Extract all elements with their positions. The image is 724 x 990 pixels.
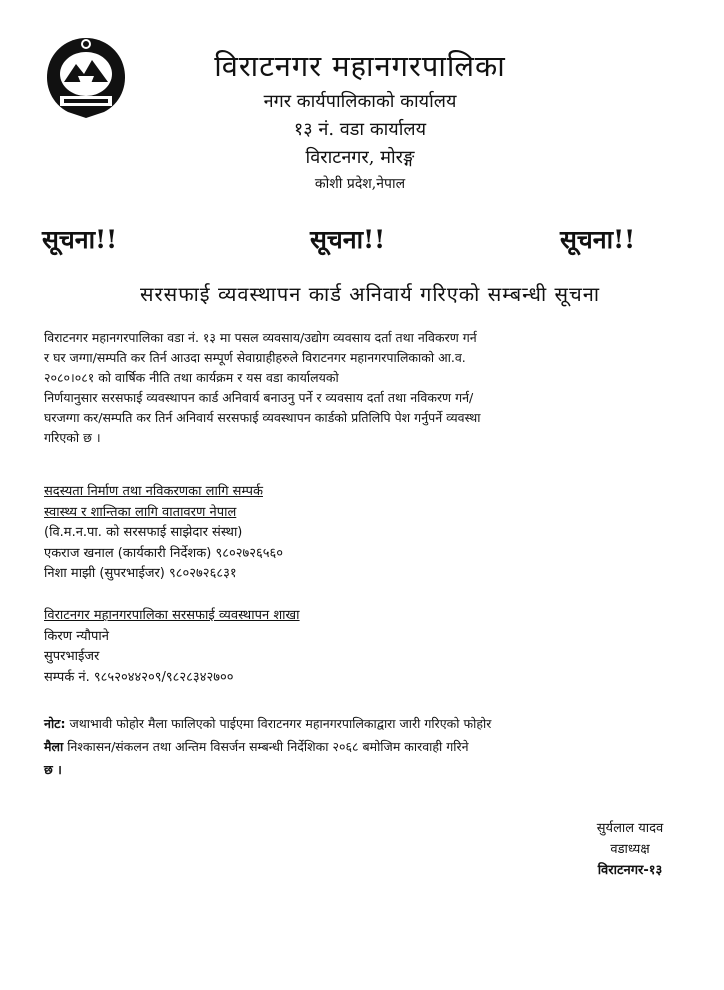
note-text: निश्कासन/संकलन तथा अन्तिम विसर्जन सम्बन्धी निर्देशिका २०६८ बमोजिम कारवाही गरिने xyxy=(67,739,469,754)
government-emblem-icon xyxy=(38,34,134,120)
note-line xyxy=(44,712,684,735)
note-line xyxy=(44,735,684,758)
section-contact-name: किरण न्यौपाने xyxy=(44,628,109,644)
contact-heading: सदस्यता निर्माण तथा नविकरणका लागि सम्पर्क xyxy=(44,484,263,499)
ward-office: १३ नं. वडा कार्यालय xyxy=(293,119,427,140)
notice-heading-left: सूचना!! xyxy=(42,225,118,254)
notice-row xyxy=(42,222,652,266)
note-bold-word: मैला xyxy=(44,739,64,754)
contact-block-section xyxy=(44,606,300,688)
note-text: जथाभावी फोहोर मैला फालिएको पाईएमा विराटनगर महानगरपालिकाद्वारा जारी गरिएको फोहोर xyxy=(69,716,492,731)
executive-office: नगर कार्यपालिकाको कार्यालय xyxy=(263,91,457,112)
body-line: २०८०।०८१ को वार्षिक नीति तथा कार्यक्रम र यस वडा कार्यालयको xyxy=(44,370,339,385)
notice-body xyxy=(44,328,684,448)
organization-note: (वि.म.न.पा. को सरसफाई साझेदार संस्था) xyxy=(44,525,243,540)
signatory-place: विराटनगर-१३ xyxy=(597,863,663,878)
signature-block xyxy=(560,818,700,881)
contact-block-ngo xyxy=(44,482,283,585)
body-line: गरिएको छ । xyxy=(44,430,101,445)
province-name: कोशी प्रदेश,नेपाल xyxy=(314,176,406,192)
note-line xyxy=(44,758,684,781)
contact-person: निशा माझी (सुपरभाईजर) ९८०२७२६८३१ xyxy=(44,566,237,581)
section-contact-phone: सम्पर्क नं. ९८५२०४४२०९/९८२८३४२७०० xyxy=(44,669,234,685)
note-text: छ । xyxy=(44,762,62,777)
notice-heading-right: सूचना!! xyxy=(560,225,636,254)
body-line: विराटनगर महानगरपालिका वडा नं. १३ मा पसल व्यवसाय/उद्योग व्यवसाय दर्ता तथा नविकरण गर्न xyxy=(44,330,477,345)
notice-subject: सरसफाई व्यवस्थापन कार्ड अनिवार्य गरिएको सम्बन्धी सूचना xyxy=(139,282,601,306)
contact-person: एकराज खनाल (कार्यकारी निर्देशक) ९८०२७२६५६० xyxy=(44,545,284,561)
notice-heading-center: सूचना!! xyxy=(310,225,386,254)
note-label: नोट: xyxy=(44,716,66,731)
section-heading: विराटनगर महानगरपालिका सरसफाई व्यवस्थापन शाखा xyxy=(44,608,300,623)
body-line: घरजग्गा कर/सम्पति कर तिर्न अनिवार्य सरसफाई व्यवस्थापन कार्डको प्रतिलिपि पेश गर्नुपर्ने व्यवस्था xyxy=(44,410,481,425)
office-address: विराटनगर, मोरङ्ग xyxy=(305,147,415,168)
body-line: र घर जग्गा/सम्पति कर तिर्न आउदा सम्पूर्ण सेवाग्राहीहरुले विराटनगर महानगरपालिकाको आ.व. xyxy=(44,350,466,365)
section-contact-role: सुपरभाईजर xyxy=(44,649,100,664)
signatory-name: सुर्यलाल यादव xyxy=(596,821,664,836)
body-line: निर्णयानुसार सरसफाई व्यवस्थापन कार्ड अनिवार्य बनाउनु पर्ने र व्यवसाय दर्ता तथा नविकरण गर्न/ xyxy=(44,390,474,405)
municipality-name: विराटनगर महानगरपालिका xyxy=(214,49,506,83)
organization-name: स्वास्थ्य र शान्तिका लागि वातावरण नेपाल xyxy=(44,504,237,520)
office-header xyxy=(150,44,570,196)
note-section xyxy=(44,712,684,781)
signatory-title: वडाध्यक्ष xyxy=(610,842,650,857)
